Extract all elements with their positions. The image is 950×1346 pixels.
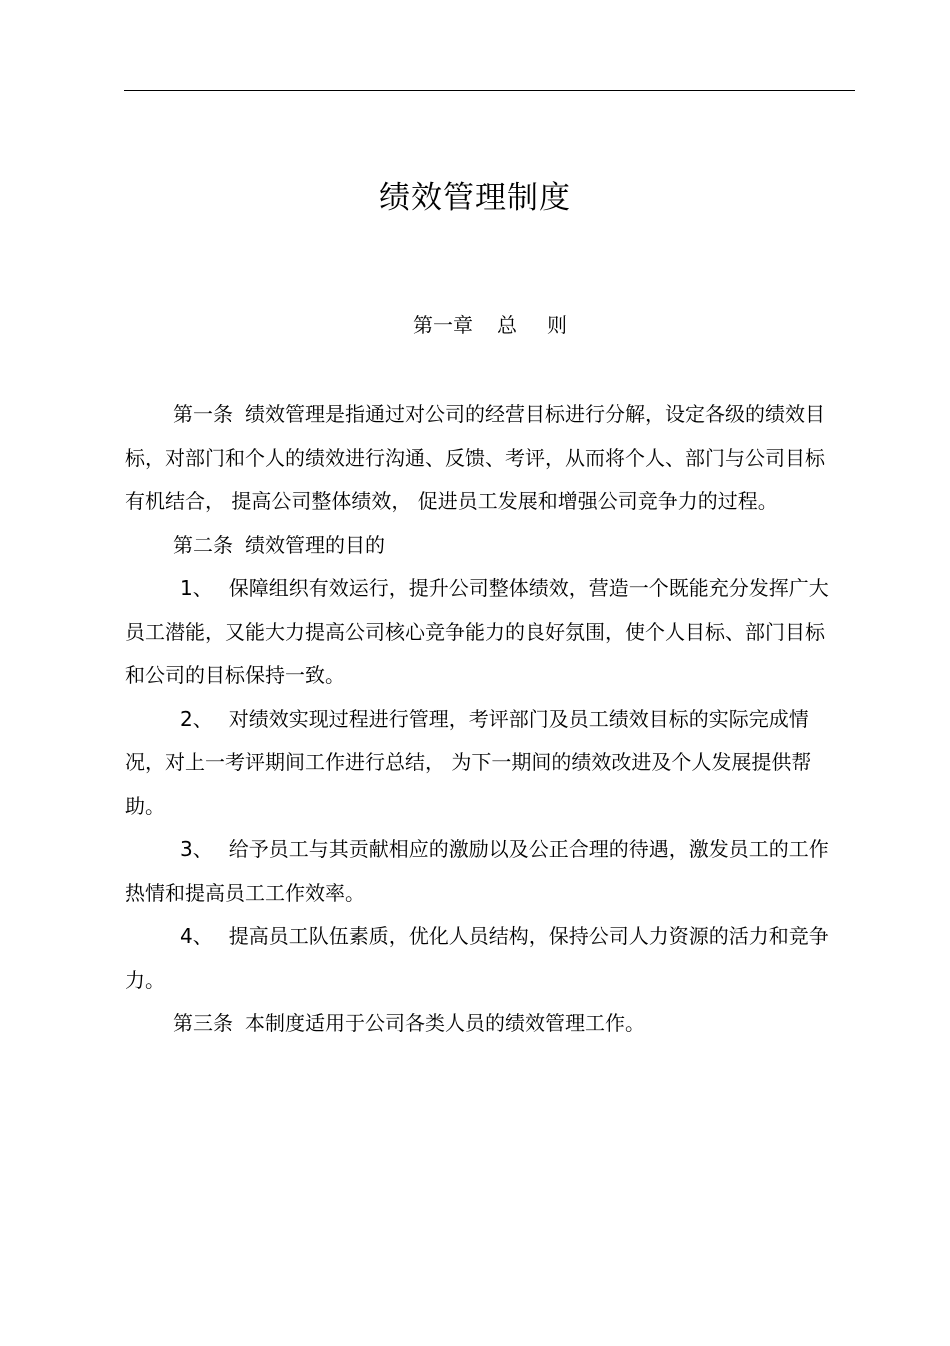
list-item-text: 给予员工与其贡献相应的激励以及公正合理的待遇，激发员工的工作热情和提高员工工作效率。 <box>125 837 829 905</box>
header-rule <box>124 90 855 91</box>
article-label: 第二条 <box>173 532 233 557</box>
chapter-heading <box>0 310 950 340</box>
list-item-number: 3、 <box>180 837 213 861</box>
document-title: 绩效管理制度 <box>379 180 571 216</box>
list-item <box>125 915 837 1002</box>
article-1 <box>125 393 837 524</box>
article-label: 第三条 <box>173 1011 233 1035</box>
article-2 <box>125 524 837 568</box>
list-item-number: 4、 <box>180 924 213 948</box>
list-item-text: 对绩效实现过程进行管理，考评部门及员工绩效目标的实际完成情况，对上一考评期间工作进行总结， 为下一期间的绩效改进及个人发展提供帮助。 <box>125 706 812 818</box>
chapter-number: 第一章 <box>413 313 473 337</box>
article-text: 绩效管理是指通过对公司的经营目标进行分解，设定各级的绩效目标，对部门和个人的绩效进行沟通、反馈、考评，从而将个人、部门与公司目标有机结合， 提高公司整体绩效， 促进员工发展和增强公司竞争力的过程。 <box>125 402 825 513</box>
list-item <box>125 828 837 915</box>
article-3 <box>125 1002 837 1046</box>
document-body <box>125 393 837 1046</box>
article-text: 绩效管理的目的 <box>245 532 385 557</box>
chapter-title-part1: 总 <box>497 313 517 337</box>
list-item-number: 2、 <box>180 706 213 731</box>
list-item-text: 保障组织有效运行，提升公司整体绩效，营造一个既能充分发挥广大员工潜能，又能大力提高公司核心竞争能力的良好氛围，使个人目标、部门目标和公司的目标保持一致。 <box>125 576 829 687</box>
list-item <box>125 567 837 698</box>
chapter-title-part2: 则 <box>547 313 567 337</box>
list-item-number: 1、 <box>180 576 213 600</box>
article-text: 本制度适用于公司各类人员的绩效管理工作。 <box>245 1011 645 1035</box>
article-label: 第一条 <box>173 402 233 426</box>
list-item-text: 提高员工队伍素质，优化人员结构，保持公司人力资源的活力和竞争力。 <box>125 924 829 992</box>
list-item <box>125 698 837 829</box>
